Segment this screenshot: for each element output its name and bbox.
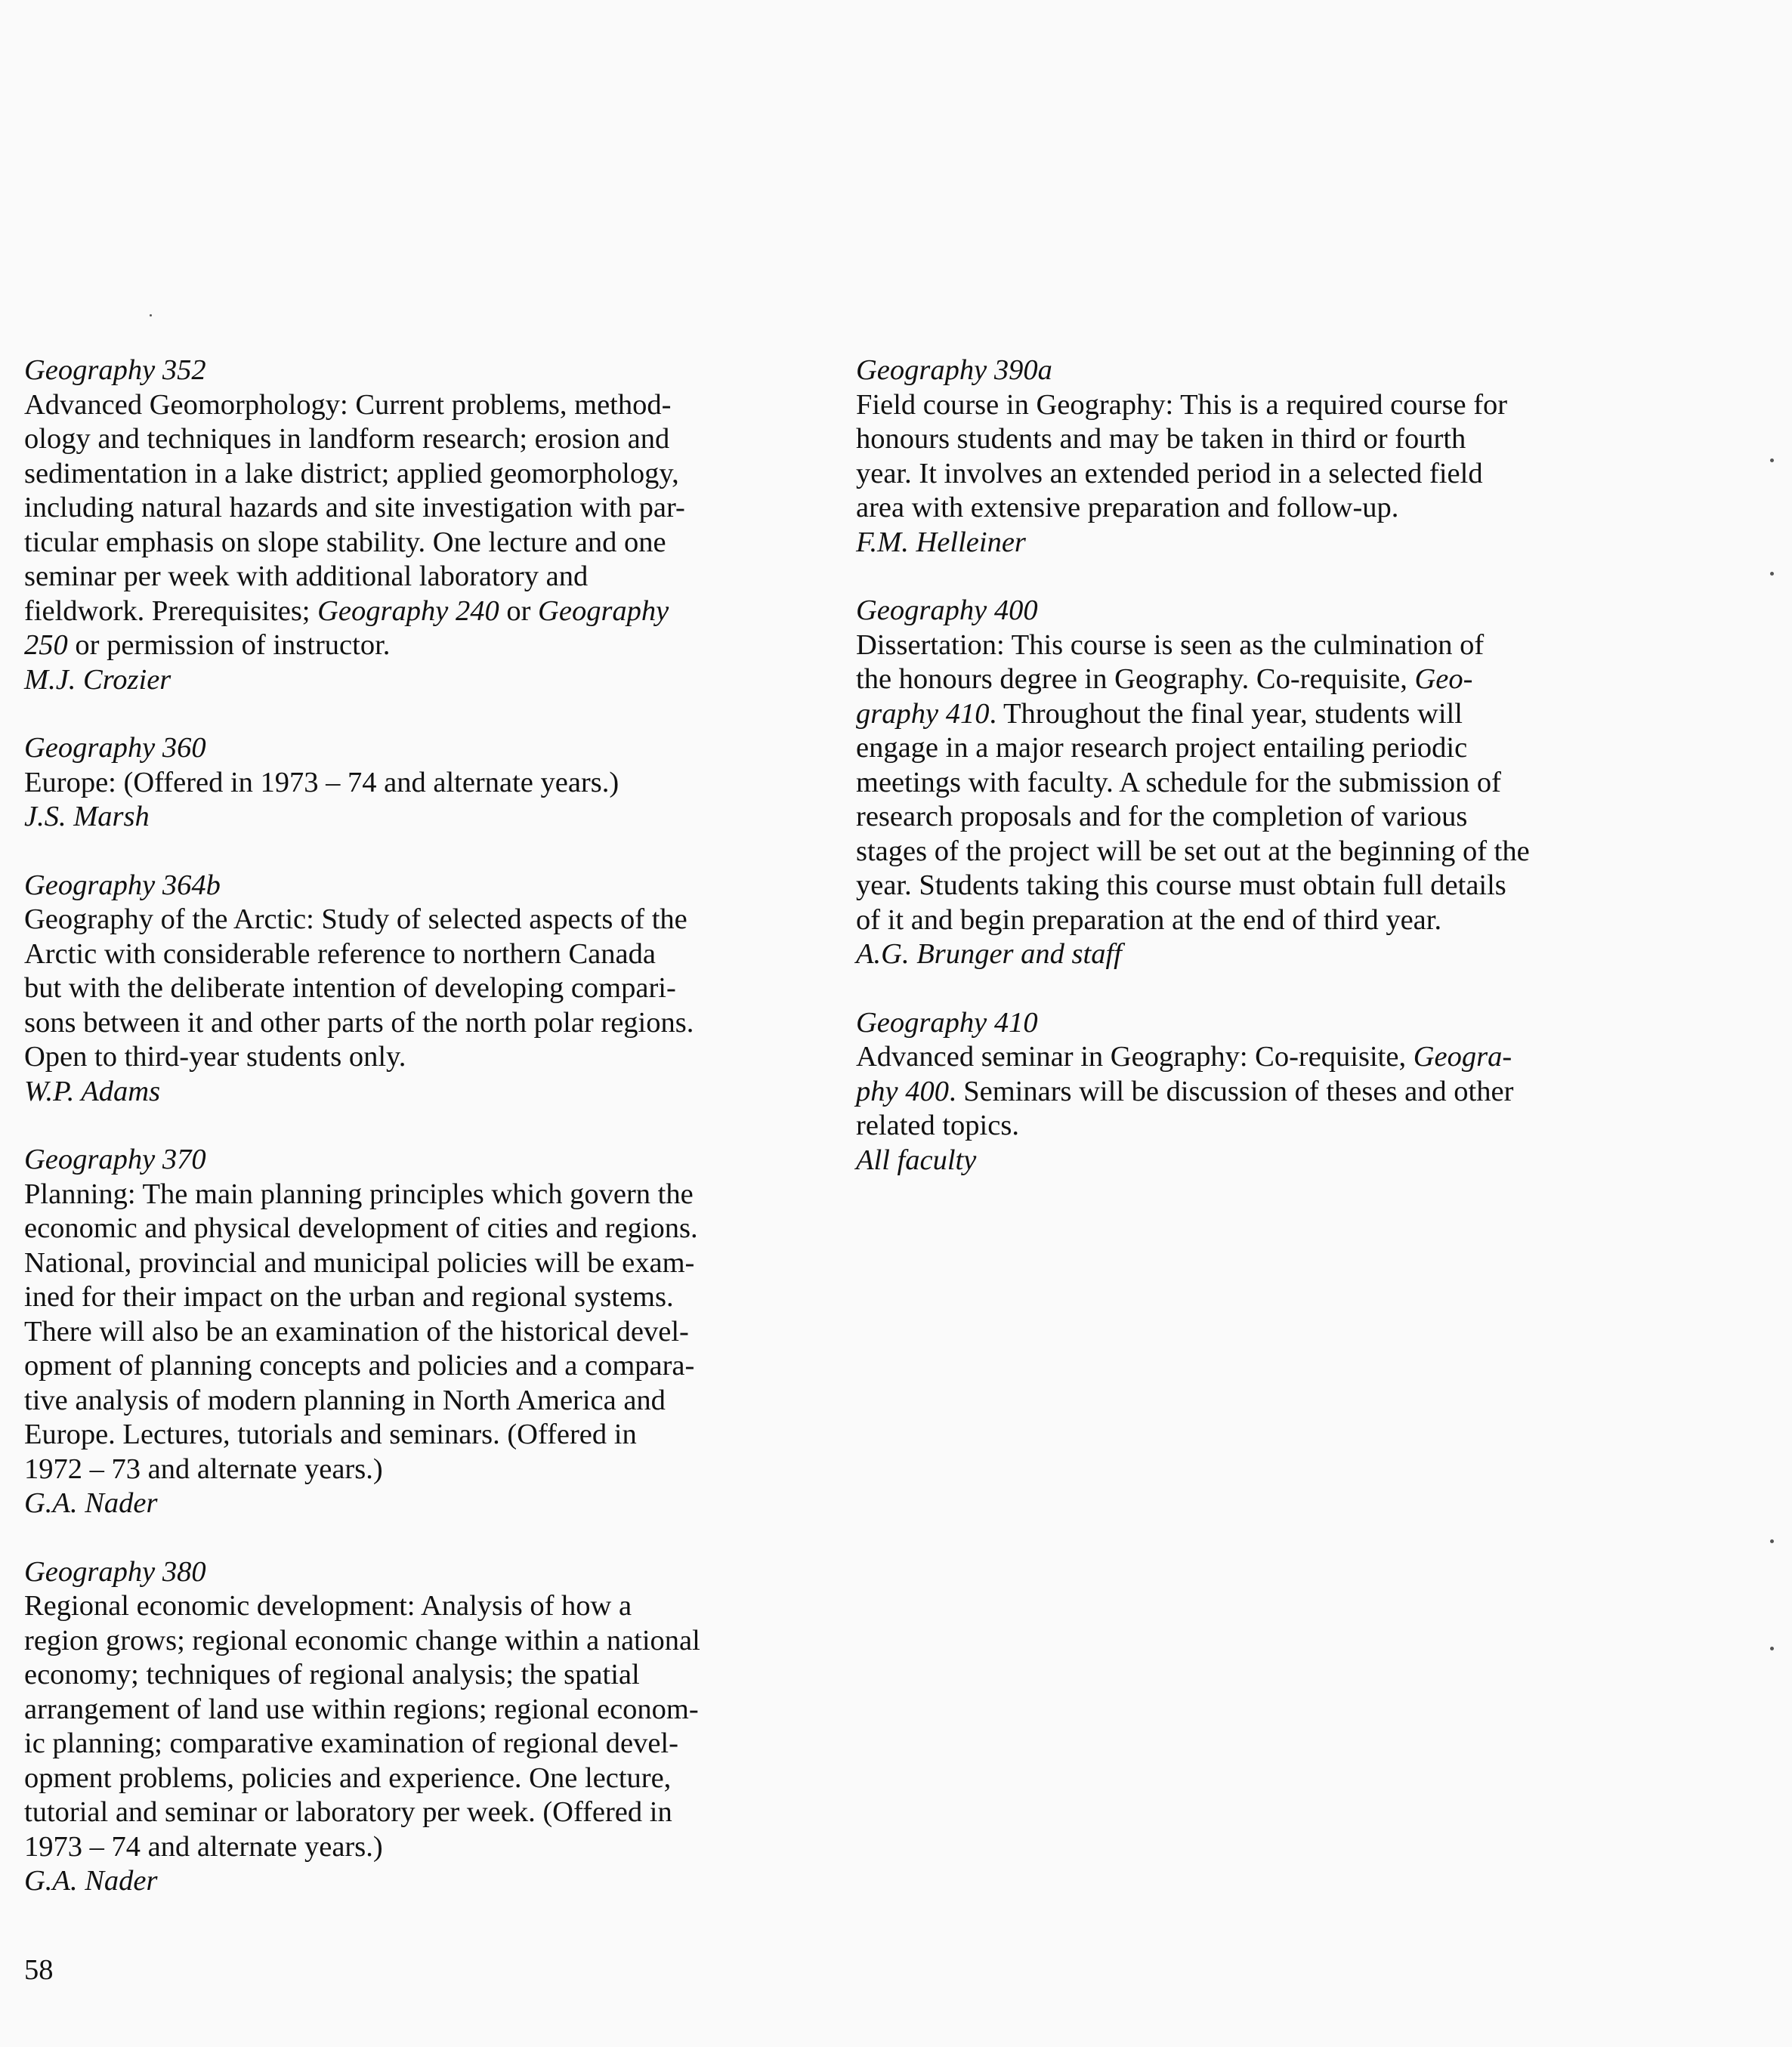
course-description-line — [856, 1040, 1634, 1075]
course-description-line — [24, 1693, 802, 1727]
course-instructor: M.J. Crozier — [24, 663, 171, 696]
course-description-line — [856, 766, 1634, 801]
course-title: Geography 352 — [24, 354, 206, 386]
course-entry — [24, 731, 802, 835]
description-text: Planning: The main planning principles which govern the — [24, 1178, 694, 1210]
course-title: Geography 380 — [24, 1555, 206, 1588]
course-entry — [24, 1143, 802, 1521]
course-description-line — [24, 594, 802, 629]
course-entry — [856, 1006, 1634, 1178]
description-text: Arctic with considerable reference to northern Canada — [24, 937, 656, 970]
course-description-line — [24, 1795, 802, 1830]
description-text: year. It involves an extended period in a selected field — [856, 457, 1483, 489]
course-description-line — [24, 1280, 802, 1315]
course-description-line — [24, 1453, 802, 1487]
course-title: Geography 364b — [24, 869, 221, 901]
description-text: ined for their impact on the urban and regional systems. — [24, 1281, 674, 1313]
description-text: . Seminars will be discussion of theses and other — [948, 1075, 1514, 1107]
course-description-line — [24, 422, 802, 457]
course-description-line — [856, 491, 1634, 526]
course-description-line — [24, 457, 802, 492]
course-description-line — [856, 903, 1634, 938]
course-description-line — [24, 1761, 802, 1796]
description-text: region grows; regional economic change within a national — [24, 1624, 700, 1656]
course-description-line — [856, 869, 1634, 903]
course-entry — [24, 354, 802, 697]
course-title: Geography 370 — [24, 1144, 206, 1175]
course-entry — [856, 354, 1634, 560]
description-text: year. Students taking this course must obtain full details — [856, 869, 1506, 901]
description-text: including natural hazards and site investigation with par- — [24, 492, 685, 523]
course-reference: Geography — [538, 594, 669, 627]
description-text: fieldwork. Prerequisites; — [24, 594, 318, 627]
course-description-line — [24, 1315, 802, 1350]
course-description-line — [856, 697, 1634, 732]
description-text: Regional economic development: Analysis of how a — [24, 1590, 632, 1622]
description-text: Open to third-year students only. — [24, 1041, 406, 1073]
description-text: There will also be an examination of the historical devel- — [24, 1315, 689, 1348]
course-description-line — [24, 1246, 802, 1281]
description-text: Field course in Geography: This is a required course for — [856, 388, 1508, 421]
description-text: but with the deliberate intention of developing compari- — [24, 972, 676, 1004]
description-text: ology and techniques in landform research; erosion and — [24, 423, 670, 455]
course-description-line — [24, 1727, 802, 1761]
course-description-line — [856, 1075, 1634, 1110]
course-reference: Geo- — [1414, 663, 1473, 695]
course-description-line — [24, 1384, 802, 1419]
course-description-line — [24, 560, 802, 594]
course-description-line — [856, 422, 1634, 457]
description-text: area with extensive preparation and follow-up. — [856, 492, 1399, 523]
course-description-line — [24, 1006, 802, 1041]
course-description-line — [24, 766, 802, 801]
description-text: tive analysis of modern planning in North America and — [24, 1384, 666, 1416]
course-description-line — [856, 835, 1634, 869]
description-text: . Throughout the final year, students will — [989, 697, 1463, 730]
course-description-line — [24, 1589, 802, 1624]
description-text: seminar per week with additional laboratory and — [24, 560, 589, 592]
description-text: sedimentation in a lake district; applied geomorphology, — [24, 457, 679, 489]
course-instructor: G.A. Nader — [24, 1865, 158, 1897]
course-instructor: J.S. Marsh — [24, 801, 150, 832]
description-text: ic planning; comparative examination of regional devel- — [24, 1727, 678, 1759]
course-description-line — [856, 731, 1634, 766]
course-description-line — [24, 903, 802, 937]
course-instructor: G.A. Nader — [24, 1487, 158, 1519]
description-text: Europe: (Offered in 1973 – 74 and alternate years.) — [24, 766, 619, 798]
course-description-line — [856, 800, 1634, 835]
description-text: meetings with faculty. A schedule for the submission of — [856, 766, 1501, 798]
scan-speck — [1770, 1647, 1774, 1650]
course-entry — [24, 1555, 802, 1899]
scan-speck — [1770, 572, 1774, 576]
course-description-line — [24, 937, 802, 972]
course-description-line — [24, 1349, 802, 1384]
description-text: National, provincial and municipal policies will be exam- — [24, 1246, 695, 1279]
course-description-line — [24, 1040, 802, 1075]
description-text: sons between it and other parts of the north polar regions. — [24, 1006, 694, 1039]
description-text: Europe. Lectures, tutorials and seminars. (Offered in — [24, 1419, 637, 1450]
course-description-line — [856, 457, 1634, 492]
course-instructor: All faculty — [856, 1144, 977, 1176]
course-title: Geography 410 — [856, 1006, 1038, 1039]
course-title: Geography 390a — [856, 354, 1052, 386]
description-text: Advanced Geomorphology: Current problems, method- — [24, 388, 672, 421]
course-reference: phy 400 — [856, 1075, 949, 1107]
description-text: 1972 – 73 and alternate years.) — [24, 1453, 383, 1485]
description-text: stages of the project will be set out at the beginning of the — [856, 835, 1530, 867]
course-description-line — [856, 1109, 1634, 1144]
course-description-line — [24, 1624, 802, 1659]
course-instructor: W.P. Adams — [24, 1075, 161, 1107]
course-entry — [24, 869, 802, 1110]
description-text: opment of planning concepts and policies and a compara- — [24, 1350, 695, 1382]
description-text: ticular emphasis on slope stability. One lecture and one — [24, 526, 666, 558]
course-description-line — [24, 388, 802, 423]
description-text: tutorial and seminar or laboratory per week. (Offered in — [24, 1796, 672, 1828]
course-description-line — [24, 1178, 802, 1212]
course-description-line — [24, 1830, 802, 1865]
description-text: of it and begin preparation at the end of third year. — [856, 903, 1442, 936]
course-instructor: A.G. Brunger and staff — [856, 938, 1122, 970]
page-number: 58 — [24, 1954, 54, 1986]
description-text: honours students and may be taken in third or fourth — [856, 423, 1466, 455]
description-text: opment problems, policies and experience. One lecture, — [24, 1761, 672, 1794]
course-description-line — [24, 1658, 802, 1693]
description-text: the honours degree in Geography. Co-requisite, — [856, 663, 1415, 695]
course-description-line — [24, 628, 802, 663]
course-reference: Geogra- — [1413, 1041, 1512, 1073]
course-reference: Geography 240 — [317, 594, 499, 627]
description-text: engage in a major research project entailing periodic — [856, 732, 1468, 764]
course-reference: graphy 410 — [856, 697, 990, 730]
course-description-line — [24, 1418, 802, 1453]
course-description-line — [856, 628, 1634, 663]
course-description-line — [856, 388, 1634, 423]
description-text: or permission of instructor. — [67, 629, 391, 661]
description-text: economic and physical development of cities and regions. — [24, 1212, 698, 1244]
description-text: Dissertation: This course is seen as the culmination of — [856, 628, 1485, 661]
description-text: or — [499, 594, 539, 627]
description-text: Advanced seminar in Geography: Co-requisite, — [856, 1041, 1414, 1073]
course-entry — [856, 594, 1634, 972]
description-text: economy; techniques of regional analysis; the spatial — [24, 1659, 640, 1690]
course-description-line — [24, 526, 802, 560]
description-text: related topics. — [856, 1110, 1019, 1141]
course-instructor: F.M. Helleiner — [856, 526, 1026, 558]
course-title: Geography 360 — [24, 732, 206, 764]
course-description-line — [24, 1212, 802, 1246]
description-text: Geography of the Arctic: Study of selected aspects of the — [24, 903, 687, 935]
course-reference: 250 — [24, 629, 68, 661]
description-text: research proposals and for the completion of various — [856, 801, 1468, 832]
scan-speck — [1770, 458, 1774, 462]
scan-speck — [1770, 1539, 1774, 1543]
left-column — [24, 354, 802, 1933]
course-description-line — [24, 971, 802, 1006]
right-column — [856, 354, 1634, 1212]
description-text: 1973 – 74 and alternate years.) — [24, 1830, 383, 1863]
course-description-line — [24, 491, 802, 526]
course-description-line — [856, 662, 1634, 697]
scan-speck — [150, 314, 152, 316]
description-text: arrangement of land use within regions; regional econom- — [24, 1693, 699, 1725]
course-title: Geography 400 — [856, 594, 1038, 626]
